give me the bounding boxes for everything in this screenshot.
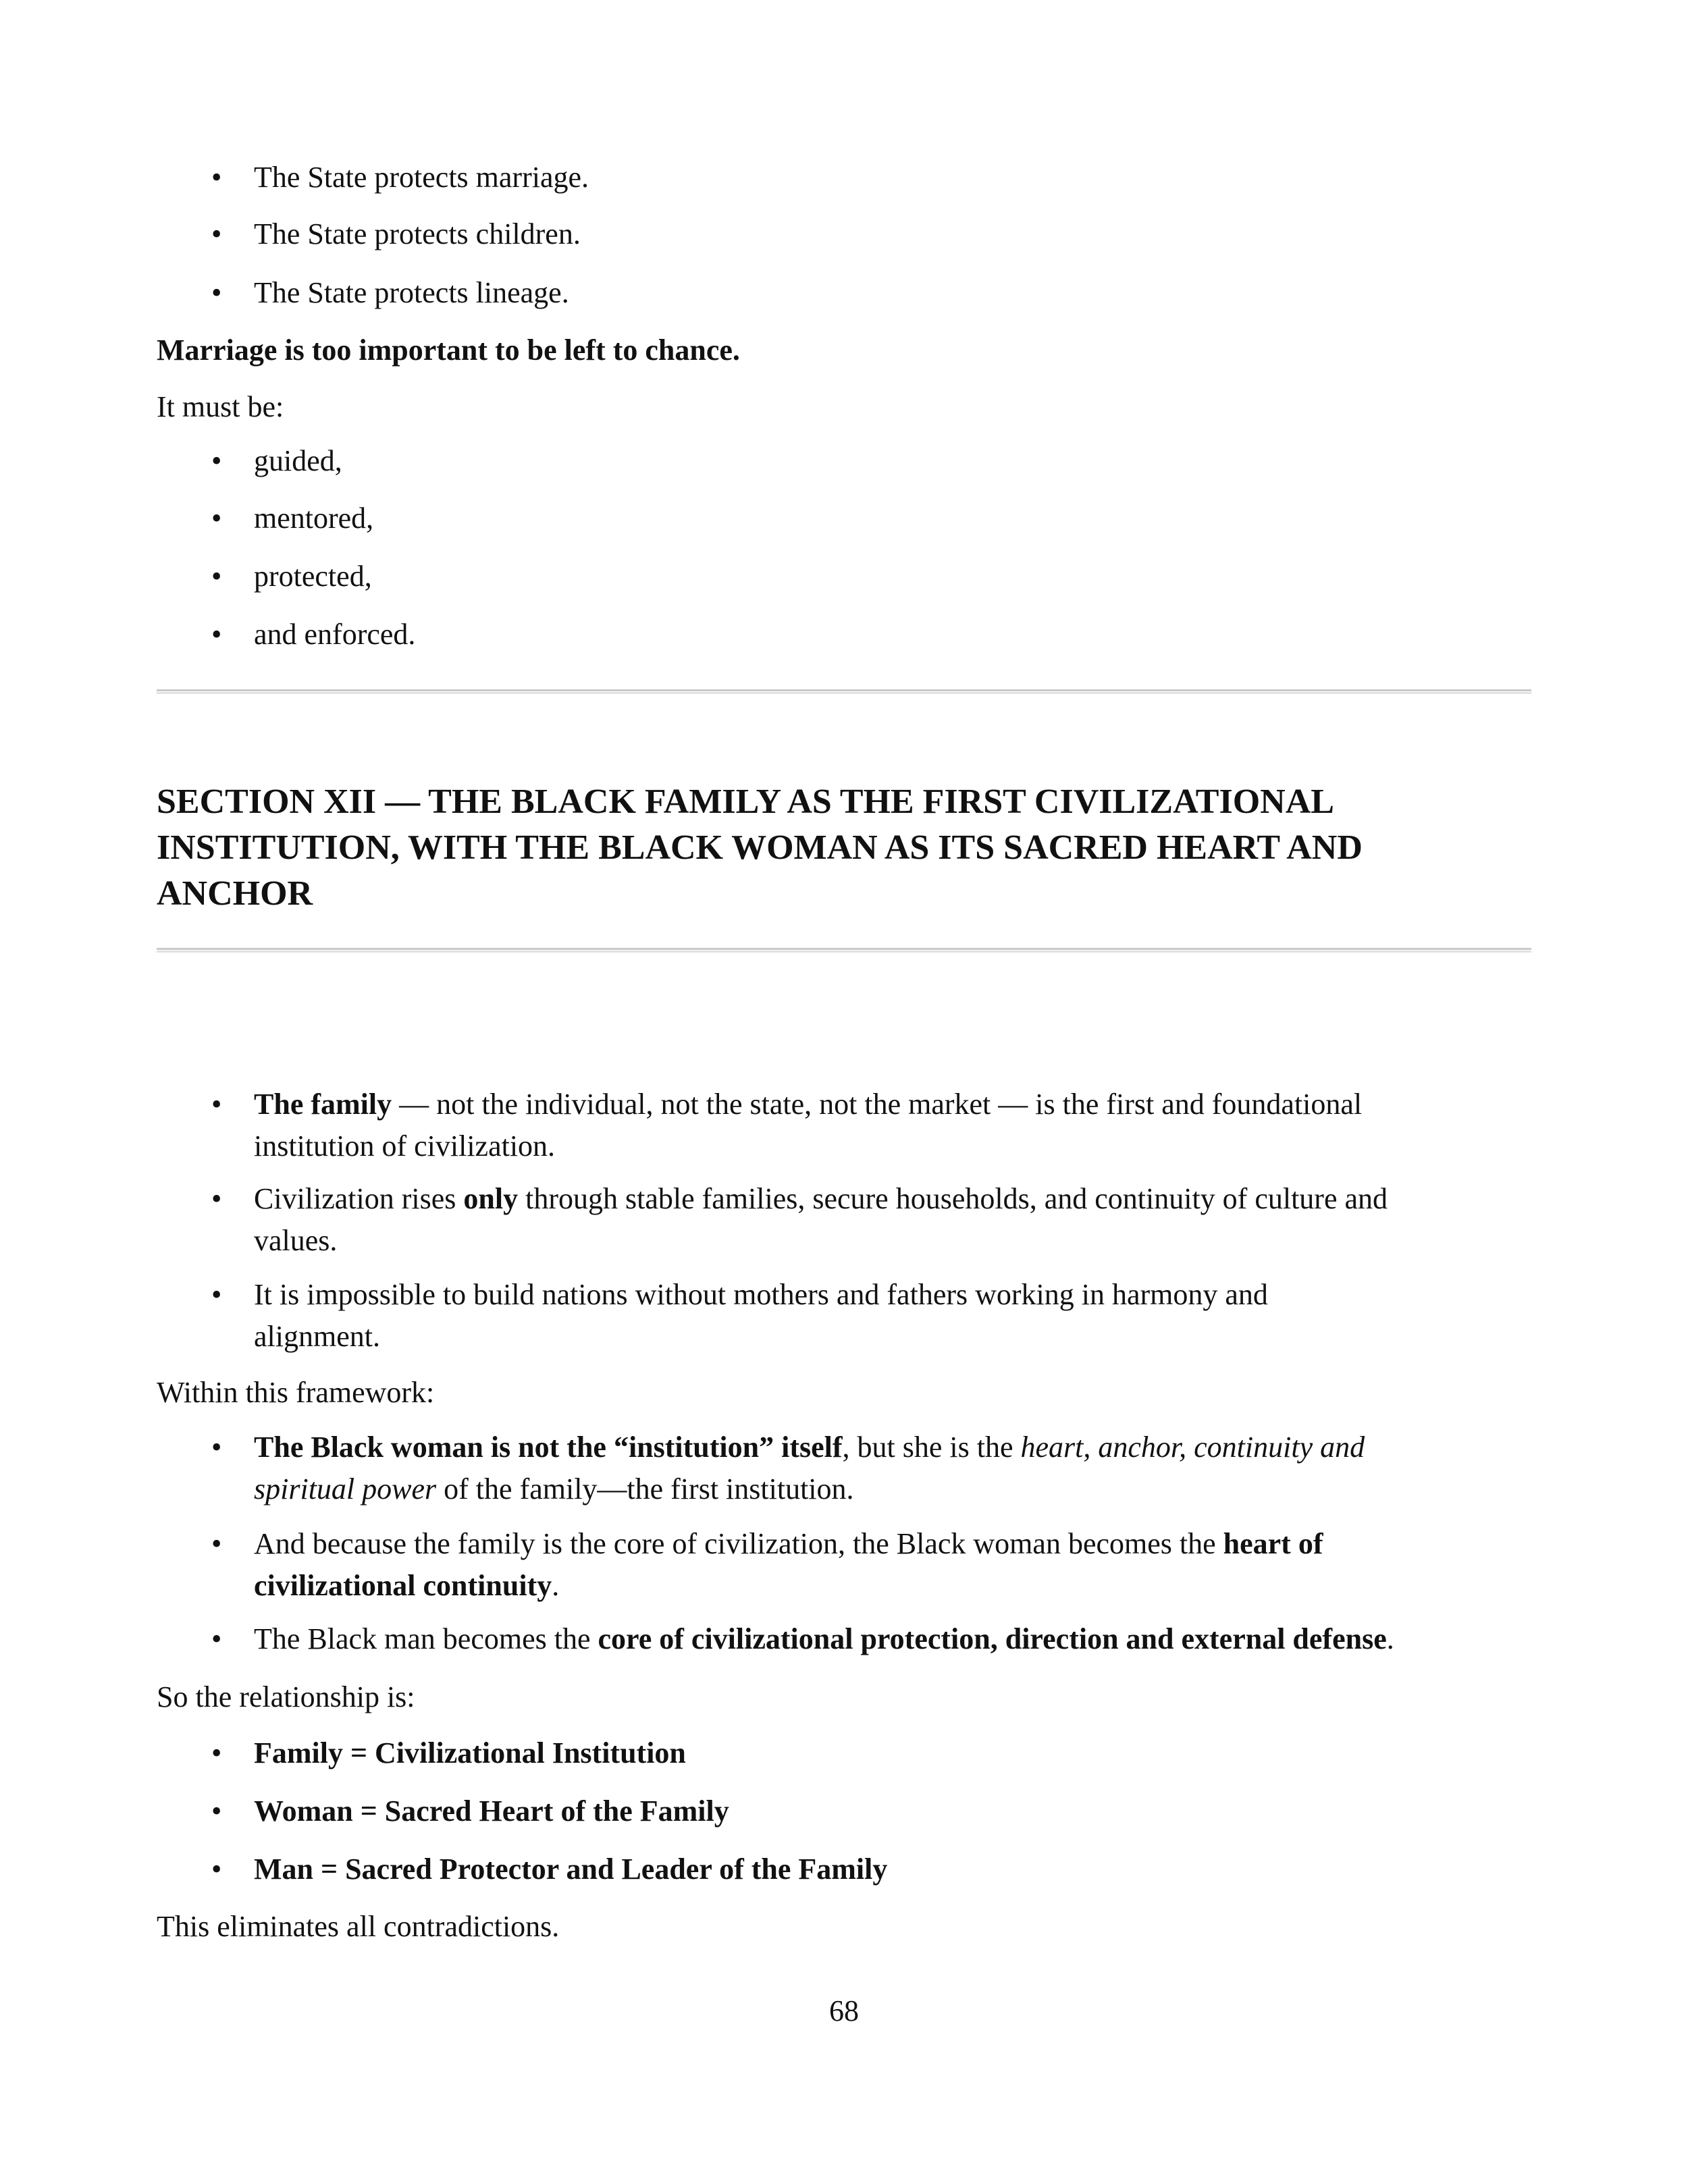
bullet: • — [211, 1794, 222, 1828]
bullet: • — [211, 1278, 222, 1311]
bullet: • — [211, 1431, 222, 1464]
horizontal-rule — [157, 689, 1531, 694]
it-must-be-label: It must be: — [157, 390, 284, 423]
bullet: • — [211, 217, 222, 250]
relationship-intro: So the relationship is: — [157, 1680, 415, 1713]
bullet: • — [211, 1622, 222, 1655]
bullet: • — [211, 502, 222, 535]
bullet: • — [211, 1853, 222, 1886]
bullet: • — [211, 161, 222, 194]
closing-statement: This eliminates all contradictions. — [157, 1910, 560, 1943]
section-heading-line: SECTION XII — THE BLACK FAMILY AS THE FIRST CIVILIZATIONAL — [157, 782, 1334, 821]
bullet: • — [211, 560, 222, 593]
bullet: • — [211, 276, 222, 309]
bullet: • — [211, 618, 222, 651]
horizontal-rule — [157, 948, 1531, 953]
section-heading-line: ANCHOR — [157, 874, 313, 913]
bullet: • — [211, 1182, 222, 1215]
section-heading — [157, 779, 1541, 917]
bullet: • — [211, 1088, 222, 1121]
marriage-statement: Marriage is too important to be left to chance. — [157, 334, 740, 367]
bullet: • — [211, 444, 222, 477]
bullet: • — [211, 1527, 222, 1560]
bullet: • — [211, 1736, 222, 1769]
within-framework-label: Within this framework: — [157, 1376, 435, 1409]
page-number: 68 — [829, 1994, 859, 2027]
document-page: • The State protects marriage. • The State protects children. • The State protects lineage. Marriage is too important to be left to chance. It must be: • guided, • mentored, • protected, • and enforced. SECTION XII — THE BLACK FAMILY AS THE FIRST CIVILIZATIONAL INSTITUTION, WITH THE BLACK WOMAN AS ITS SACRED HEART AND ANCHOR • The family — not the individual, not the state, not the market — is the first and foundational institution of civilization. • Civilization rises only through stable families, secure households, and continuity of culture and values. • It is impossible to build nations without mothers and fathers working in harmony and alignment. Within this framework: • The Black woman is not the “institution” itself, but she is the heart, anchor, continuity and spiritual power of the family—the first institution. • And because the family is the core of civilization, the Black woman becomes the heart of civilizational continuity. • The Black man becomes the core of civilizational protection, direction and external defense. So the relationship is: • Family = Civilizational Institution • Woman = Sacred Heart of the Family • Man = Sacred Protector and Leader of the Family This eliminates all contradictions. 68 — [0, 0, 1688, 2184]
section-heading-line: INSTITUTION, WITH THE BLACK WOMAN AS ITS SACRED HEART AND — [157, 828, 1363, 867]
